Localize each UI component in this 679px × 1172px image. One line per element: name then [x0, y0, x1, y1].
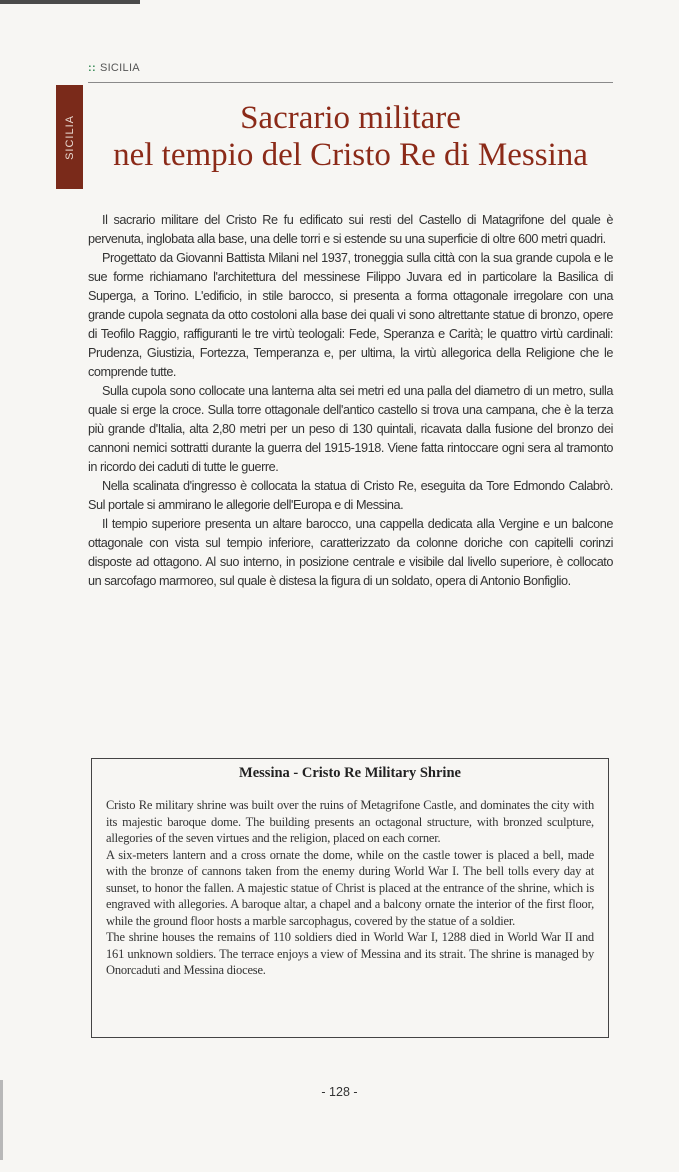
english-paragraph: Cristo Re military shrine was built over the ruins of Metagrifone Castle, and dominates the city with its majestic baroque dome. The building presents an octagonal structure, with bronzed sculpture, allegories of the seven virtues and the religion, placed on each corner. — [106, 798, 594, 845]
italian-text — [88, 211, 613, 591]
side-tab-label: SICILIA — [63, 114, 76, 160]
italian-paragraph: Progettato da Giovanni Battista Milani nel 1937, troneggia sulla città con la sua grande cupola e le sue forme richiamano l'architettura del messinese Filippo Juvara ed in particolare la Basilica di Superga, a Torino. L'edificio, in stile barocco, si presenta a forma ottagonale irregolare con una grande cupola segnata da otto costoloni alla base dei quali vi sono altrettante statue di bronzo, opere di Teofilo Raggio, raffiguranti le tre virtù teologali: Fede, Speranza e Carità; le quattro virtù cardinali: Prudenza, Giustizia, Fortezza, Temperanza e, per ultima, la virtù allegorica della Religione che le comprende tutte. — [88, 251, 613, 379]
header-rule — [88, 82, 613, 83]
english-summary-box — [91, 758, 609, 1038]
section-label-text: SICILIA — [99, 62, 140, 74]
page-number: - 128 - — [321, 1085, 358, 1099]
english-paragraph: A six-meters lantern and a cross ornate the dome, while on the castle tower is placed a bell, made with the bronze of cannons taken from the enemy during World War I. The bell tolls every day at sunset, to honor the fallen. A majestic statue of Christ is placed at the entrance of the shrine, which is engraved with allegories. A baroque altar, a chapel and a balcony ornate the interior of the first floor, while the ground floor hosts a marble sarcophagus, covered by the statue of a soldier. — [106, 847, 594, 928]
english-heading: Messina - Cristo Re Military Shrine — [239, 765, 461, 781]
italian-paragraph: Il tempio superiore presenta un altare barocco, una cappella dedicata alla Vergine e un balcone ottagonale con vista sul tempio inferiore, caratterizzato da colonne doriche con capitelli corinzi disposte ad ottagono. Al suo interno, in posizione centrale e visibile dal livello superiore, è collocato un sarcofago marmoreo, sul quale è distesa la figura di un soldato, opera di Antonio Bonfiglio. — [88, 517, 613, 588]
section-label — [88, 62, 140, 74]
side-tab — [56, 85, 83, 189]
english-paragraph: The shrine houses the remains of 110 soldiers died in World War I, 1288 died in World War II and 161 unknown soldiers. The terrace enjoys a view of Messina and its strait. The shrine is managed by Onorcaduti and Messina diocese. — [106, 930, 594, 977]
english-body — [106, 797, 594, 979]
title-line-2: nel tempio del Cristo Re di Messina — [113, 137, 588, 173]
title-line-1: Sacrario militare — [240, 100, 461, 136]
top-edge-mark — [0, 0, 140, 4]
italian-paragraph: Nella scalinata d'ingresso è collocata la statua di Cristo Re, eseguita da Tore Edmondo Calabrò. Sul portale si ammirano le allegorie dell'Europa e di Messina. — [88, 479, 613, 512]
page-title — [88, 100, 613, 174]
italian-paragraph: Il sacrario militare del Cristo Re fu edificato sui resti del Castello di Matagrifone del quale è pervenuta, inglobata alla base, una delle torri e si estende su una superficie di oltre 600 metri quadri. — [88, 213, 613, 246]
section-dots: :: — [88, 62, 96, 74]
italian-paragraph: Sulla cupola sono collocate una lanterna alta sei metri ed una palla del diametro di un metro, sulla quale si erge la croce. Sulla torre ottagonale dell'antico castello si trova una campana, che è la terza più grande d'Italia, alta 2,80 metri per un peso di 130 quintali, ricavata dalla fusione del bronzo dei cannoni nemici sottratti durante la guerra del 1915-1918. Viene fatta rintoccare ogni sera al tramonto in ricordo dei caduti di tutte le guerre. — [88, 384, 613, 474]
